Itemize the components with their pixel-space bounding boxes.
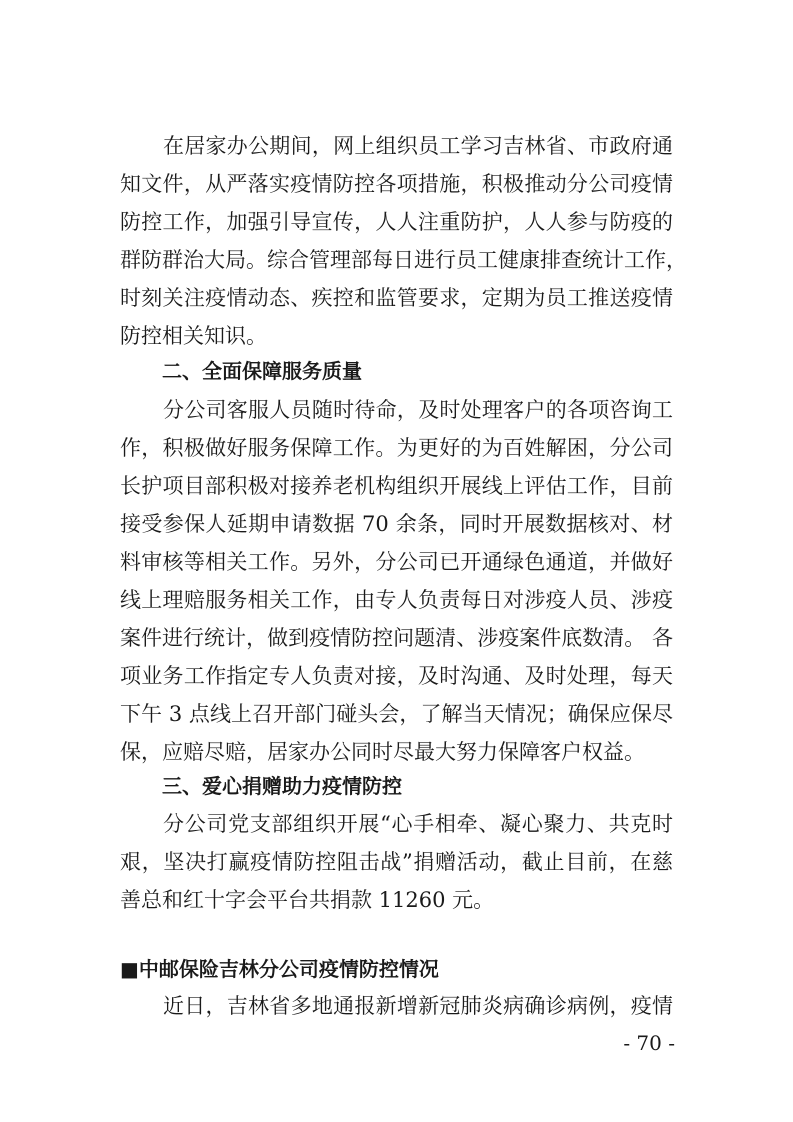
paragraph-line: 分公司党支部组织开展“心手相牵、凝心聚力、共克时 [163,812,673,836]
paragraph-line: 近日，吉林省多地通报新增新冠肺炎病确诊病例，疫情 [163,994,673,1018]
paragraph-line: 艰，坚决打赢疫情防控阻击战”捐赠活动，截止目前，在慈 [120,850,673,874]
paragraph-line: 作，积极做好服务保障工作。为更好的为百姓解困，分公司 [120,436,673,460]
paragraph-line: 善总和红十字会平台共捐款 11260 元。 [120,888,495,912]
paragraph-line: 在居家办公期间，网上组织员工学习吉林省、市政府通 [163,134,673,158]
paragraph-line: 防控工作，加强引导宣传，人人注重防护，人人参与防疫的 [120,210,673,234]
paragraph-line: 线上理赔服务相关工作，由专人负责每日对涉疫人员、涉疫 [120,588,673,612]
paragraph-line: 时刻关注疫情动态、疾控和监管要求，定期为员工推送疫情 [120,286,673,310]
paragraph-line: 保，应赔尽赔，居家办公同时尽最大努力保障客户权益。 [120,740,645,764]
page-number: - 70 - [623,1031,675,1055]
paragraph-line: 接受参保人延期申请数据 70 余条，同时开展数据核对、材 [120,512,673,536]
section-heading-service: 二、全面保障服务质量 [162,359,362,383]
paragraph-line: 料审核等相关工作。另外，分公司已开通绿色通道，并做好 [120,550,673,574]
article-title: ■中邮保险吉林分公司疫情防控情况 [120,957,439,981]
paragraph-line: 知文件，从严落实疫情防控各项措施，积极推动分公司疫情 [120,172,673,196]
paragraph-line: 案件进行统计，做到疫情防控问题清、涉疫案件底数清。 各 [120,626,673,650]
paragraph-line: 项业务工作指定专人负责对接，及时沟通、及时处理，每天 [120,664,673,688]
paragraph-line: 分公司客服人员随时待命，及时处理客户的各项咨询工 [163,398,673,422]
paragraph-line: 防控相关知识。 [120,324,267,348]
paragraph-line: 长护项目部积极对接养老机构组织开展线上评估工作，目前 [120,474,673,498]
section-heading-donation: 三、爱心捐赠助力疫情防控 [162,774,402,798]
paragraph-line: 下午 3 点线上召开部门碰头会，了解当天情况；确保应保尽 [120,702,673,726]
paragraph-line: 群防群治大局。综合管理部每日进行员工健康排查统计工作， [120,248,687,272]
